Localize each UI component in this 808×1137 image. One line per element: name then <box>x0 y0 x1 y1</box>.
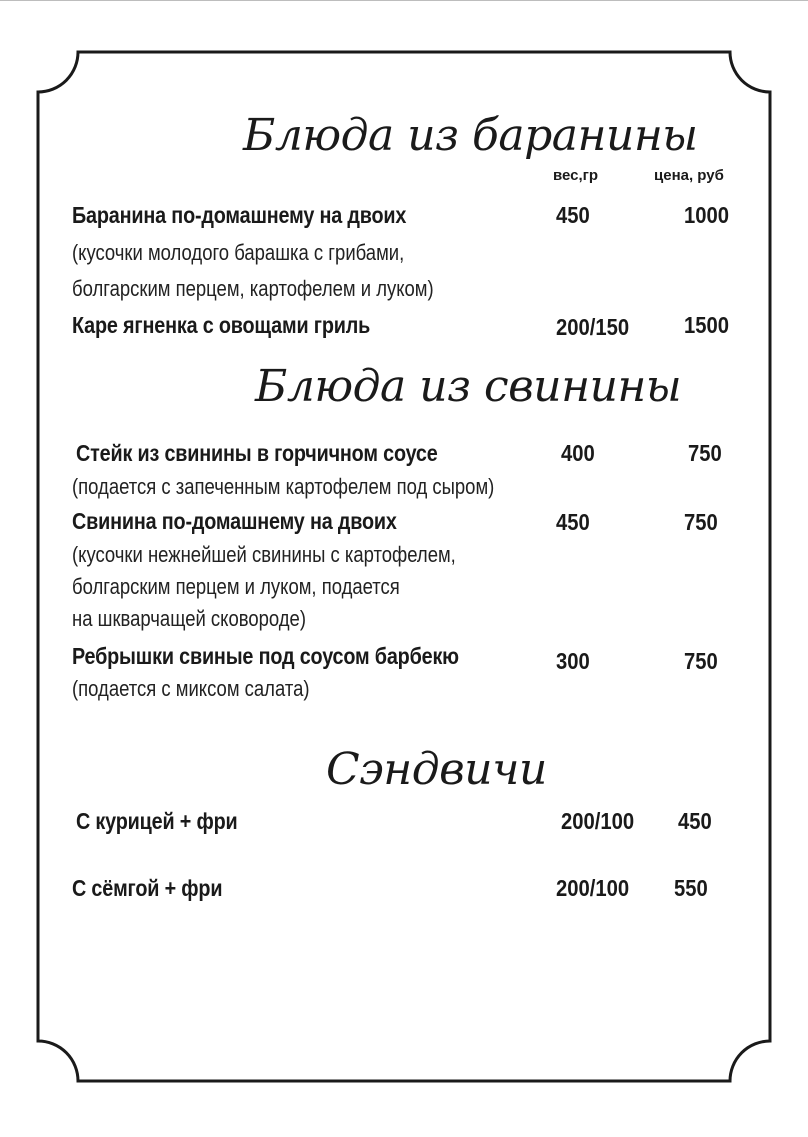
menu-item-price: 450 <box>678 808 712 834</box>
section-title-pork: Блюда из свинины <box>255 361 682 412</box>
menu-item-price: 750 <box>684 648 718 674</box>
menu-item-name: С курицей + фри <box>76 808 238 834</box>
menu-item-weight: 400 <box>561 440 595 466</box>
menu-item-name: Каре ягненка с овощами гриль <box>72 312 371 338</box>
menu-item-price: 1000 <box>684 202 730 228</box>
menu-item-weight: 200/150 <box>556 314 630 340</box>
menu-item-weight: 200/100 <box>556 875 630 901</box>
menu-item-price: 750 <box>688 440 722 466</box>
menu-item-name: Свинина по-домашнему на двоих <box>72 508 397 534</box>
menu-item-weight: 450 <box>556 509 590 535</box>
section-title-sandwiches: Сэндвичи <box>326 744 547 795</box>
menu-item-name: Ребрышки свиные под соусом барбекю <box>72 643 459 669</box>
section-title-lamb: Блюда из баранины <box>243 110 698 161</box>
menu-item-description: болгарским перцем, картофелем и луком) <box>72 276 434 301</box>
menu-item-name: Баранина по-домашнему на двоих <box>72 202 407 228</box>
menu-item-name: С сёмгой + фри <box>72 875 223 901</box>
menu-item-description: (кусочки нежнейшей свинины с картофелем, <box>72 542 456 567</box>
menu-item-weight: 450 <box>556 202 590 228</box>
menu-item-description: (подается с запеченным картофелем под сыром) <box>72 474 495 499</box>
menu-item-description: (кусочки молодого барашка с грибами, <box>72 240 405 265</box>
menu-item-description: на шкварчащей сковороде) <box>72 606 306 631</box>
menu-item-price: 550 <box>674 875 708 901</box>
menu-item-weight: 200/100 <box>561 808 635 834</box>
menu-item-price: 750 <box>684 509 718 535</box>
menu-item-price: 1500 <box>684 312 730 338</box>
menu-item-description: (подается с миксом салата) <box>72 676 310 701</box>
column-header-price: цена, руб <box>654 167 724 184</box>
menu-item-name: Стейк из свинины в горчичном соусе <box>76 440 438 466</box>
menu-item-weight: 300 <box>556 648 590 674</box>
column-header-weight: вес,гр <box>553 167 599 184</box>
menu-item-description: болгарским перцем и луком, подается <box>72 574 400 599</box>
